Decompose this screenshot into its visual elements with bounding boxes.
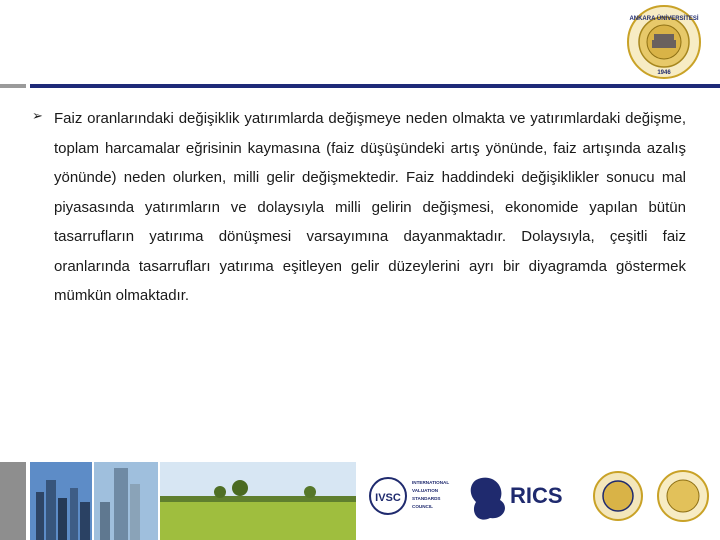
logo-year: 1946: [657, 70, 671, 76]
footer-bar: [0, 462, 26, 540]
ivsc-logo: [366, 462, 460, 540]
svg-text:COUNCIL: COUNCIL: [412, 504, 433, 509]
svg-text:RICS: RICS: [510, 483, 563, 508]
university-seal-icon: [588, 462, 648, 540]
footer-banner: [0, 462, 720, 540]
landscape-image: [160, 462, 356, 540]
svg-text:ANKARA ÜNİVERSİTESİ: ANKARA ÜNİVERSİTESİ: [629, 16, 699, 22]
header-rule-left: [0, 84, 26, 88]
svg-text:VALUATION: VALUATION: [412, 488, 439, 493]
ankara-university-logo: [624, 4, 704, 80]
tower-image: [94, 462, 158, 540]
header-rule: [30, 84, 720, 88]
city-skyline-image: [30, 462, 92, 540]
rics-logo: [466, 462, 576, 540]
ankara-university-seal-icon: [652, 462, 714, 540]
content-area: [32, 104, 686, 311]
svg-text:STANDARDS: STANDARDS: [412, 496, 441, 501]
svg-text:INTERNATIONAL: INTERNATIONAL: [412, 480, 450, 485]
body-paragraph: Faiz oranlarındaki değişiklik yatırımlarda değişmeye neden olmakta ve yatırımlardaki değişme, toplam harcamalar eğrisinin kaymasına (faiz düşüşündeki artış yönünde, faiz artışında azalış yönünde) neden olurken, milli gelir değişmektedir. Faiz haddindeki değişiklikler sonucu mal piyasasında yatırımların ve dolaysıyla milli gelirin değişmesi, ekonomide yapılan bütün tasarrufların yatırıma dönüşmesi varsayımına dayanmaktadır. Dolaysıyla, çeşitli faiz oranlarında tasarrufları yatırıma eşitleyen gelir düzeylerini ayrı bir diyagramda göstermek mümkün olmaktadır.: [54, 110, 686, 304]
svg-text:IVSC: IVSC: [375, 492, 401, 504]
arrow-bullet-icon: ➢: [32, 108, 43, 123]
